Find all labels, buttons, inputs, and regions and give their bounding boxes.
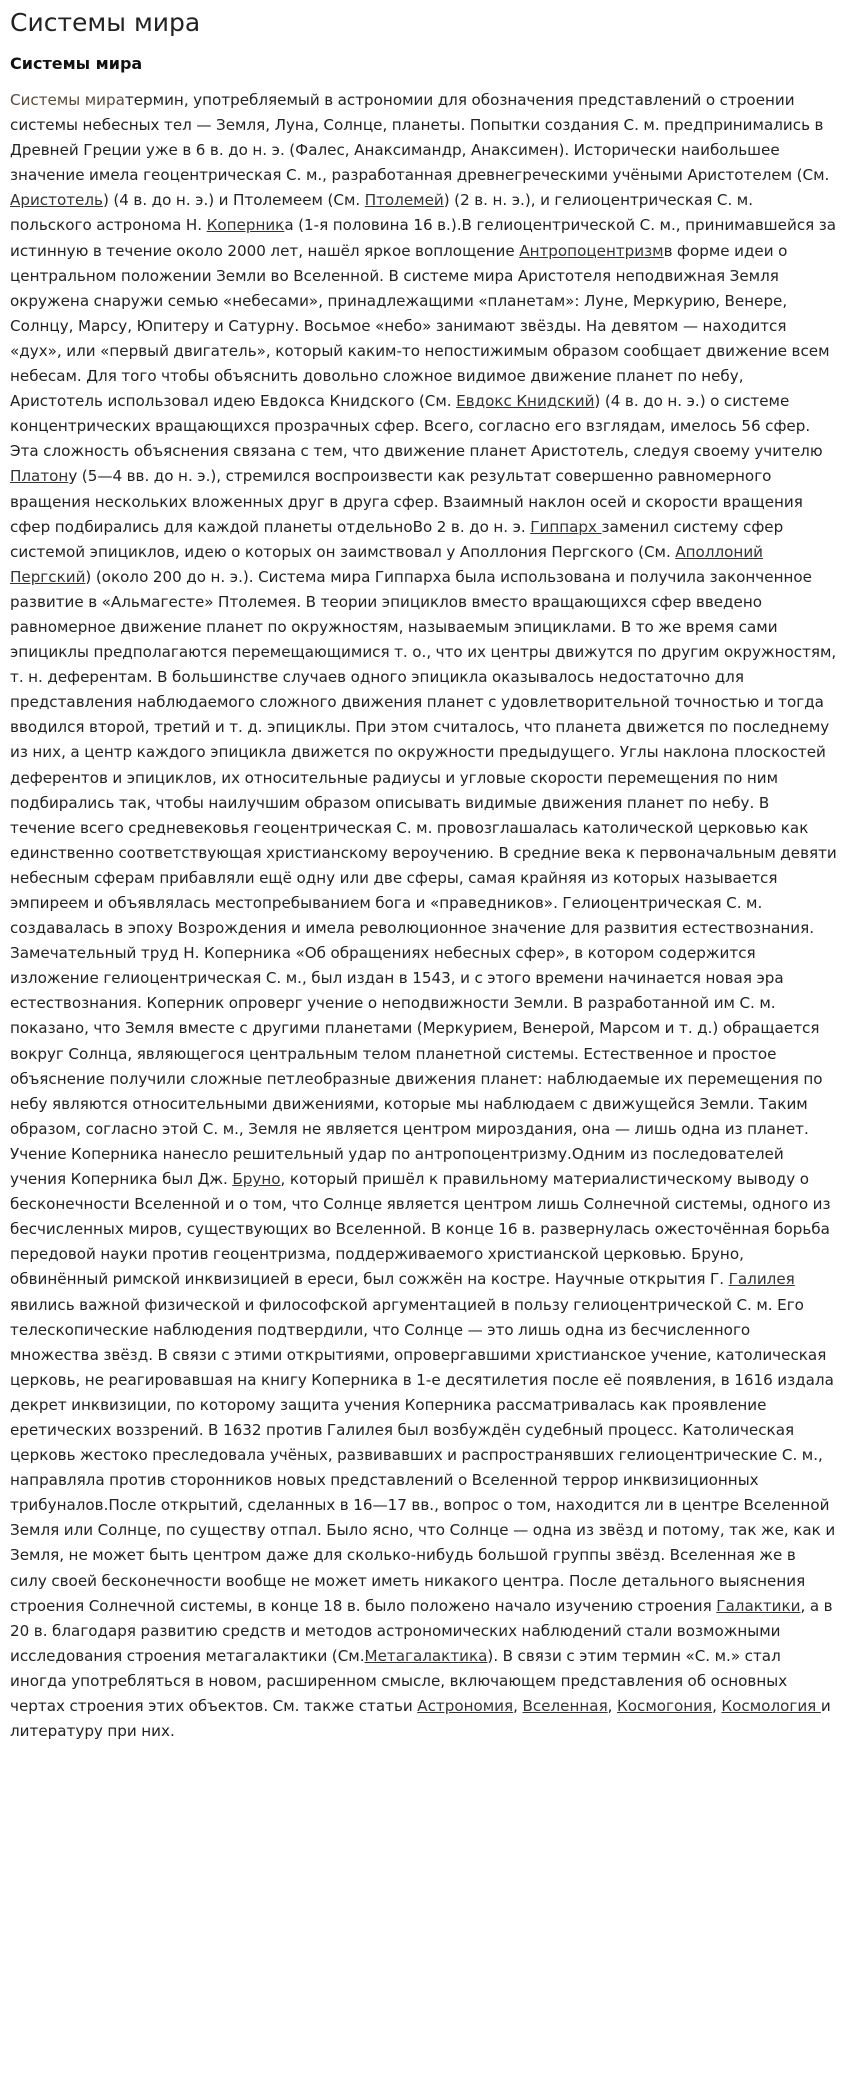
lead-term: Системы мира bbox=[10, 91, 125, 109]
separator: , bbox=[607, 1697, 617, 1715]
link-copernicus[interactable]: Коперник bbox=[206, 216, 285, 235]
page-title: Системы мира bbox=[10, 8, 201, 37]
link-plato[interactable]: Платон bbox=[10, 467, 69, 486]
text-segment: заменил систему сфер системой эпициклов, идею о которых он заимствовал у Аполлония Пергского (См. bbox=[10, 517, 784, 561]
link-universe[interactable]: Вселенная bbox=[522, 1697, 608, 1715]
text-segment: термин, употребляемый в астрономии для обозначения представлений о строении системы небесных тел — Земля, Луна, Солнце, планеты. Попытки создания С. м. предпринимались в Древней Греции уже в 6 в. до н. э. (Фалес, Анаксимандр, Анаксимен). Исторически наибольшее значение имела геоцентрическая С. м., разработанная древнегреческими учёными Аристотелем (См. bbox=[10, 91, 830, 185]
link-eudoxus[interactable]: Евдокс Книдский bbox=[456, 392, 595, 411]
link-galaxy[interactable]: Галактики bbox=[716, 1596, 801, 1615]
text-segment: а (1-я половина 16 в.).В гелиоцентрической С. м., принимавшейся за истинную в течение около 2000 лет, нашёл яркое воплощение bbox=[10, 216, 837, 260]
text-segment: ) (4 в. до н. э.) о системе концентрических вращающихся прозрачных сфер. Всего, согласно его взглядам, имелось 56 сфер. Эта сложность объяснения связана с тем, что движение планет Аристотель, следуя своему учителю bbox=[10, 392, 823, 461]
link-cosmology[interactable]: Космология bbox=[721, 1697, 821, 1715]
link-astronomy[interactable]: Астрономия bbox=[417, 1697, 514, 1715]
link-anthropocentrism[interactable]: Антропоцентризм bbox=[519, 241, 664, 260]
text-segment: у (5—4 вв. до н. э.), стремился воспроизвести как результат совершенно равномерного вращения нескольких вложенных друг в друга сфер. Взаимный наклон осей и скорости вращения сфер подбирались для каждой планеты отдельноВо 2 в. до н. э. bbox=[10, 467, 803, 536]
text-segment: в форме идеи о центральном положении Земли во Вселенной. В системе мира Аристотеля неподвижная Земля окружена снаружи семью «небесами», принадлежащими «планетам»: Луне, Меркурию, Венере, Солнцу, Марсу, Юпитеру и Сатурну. Восьмое «небо» занимают звёзды. На девятом — находится «дух», или «первый двигатель», который каким-то непостижимым образом сообщает движение всем небесам. Для того чтобы объяснить довольно сложное видимое движение планет по небу, Аристотель использовал идею Евдокса Книдского (См. bbox=[10, 241, 830, 411]
link-hipparchus[interactable]: Гиппарх bbox=[530, 517, 602, 536]
link-apollonius[interactable]: Аполлоний Пергский bbox=[10, 542, 764, 586]
link-galileo[interactable]: Галилея bbox=[728, 1270, 795, 1289]
link-metagalaxy[interactable]: Метагалактика bbox=[364, 1646, 488, 1665]
text-segment: ) (2 в. н. э.), и гелиоцентрическая С. м. польского астронома Н. bbox=[10, 191, 754, 235]
text-segment: , а в 20 в. благодаря развитию средств и методов астрономических наблюдений стали возможными исследования строения метагалактики (См. bbox=[10, 1596, 833, 1665]
text-segment: , который пришёл к правильному материалистическому выводу о бесконечности Вселенной и о том, что Солнце является центром лишь Солнечной системы, одного из бесчисленных миров, существующих во Вселенной. В конце 16 в. развернулась ожесточённая борьба передовой науки против геоцентризма, поддерживаемого христианской церковью. Бруно, обвинённый римской инквизицией в ереси, был сожжён на костре. Научные открытия Г. bbox=[10, 1170, 831, 1289]
link-bruno[interactable]: Бруно bbox=[232, 1170, 281, 1189]
link-cosmogony[interactable]: Космогония bbox=[617, 1697, 713, 1715]
article-body bbox=[10, 54, 837, 1744]
text-segment: ) (4 в. до н. э.) и Птолемеем (См. bbox=[102, 191, 365, 210]
link-aristotle[interactable]: Аристотель bbox=[10, 191, 103, 210]
text-segment: явились важной физической и философской аргументацией в пользу гелиоцентрической С. м. Его телескопические наблюдения подтвердили, что Солнце — это лишь одна из бесчисленного множества звёзд. В связи с этими открытиями, опровергавшими христианское учение, католическая церковь, не реагировавшая на книгу Коперника в 1-е десятилетия после её появления, в 1616 издала декрет инквизиции, по которому защита учения Коперника рассматривалась как проявление еретических воззрений. В 1632 против Галилея был возбуждён судебный процесс. Католическая церковь жестоко преследовала учёных, развивавших и распространявших гелиоцентрические С. м., направляла против сторонников новых представлений о Вселенной террор инквизиционных трибуналов.После открытий, сделанных в 16—17 вв., вопрос о том, находится ли в центре Вселенной Земля или Солнце, по существу отпал. Было ясно, что Солнце — одна из звёзд и потому, так же, как и Земля, не может быть центром даже для сколько-нибудь большой группы звёзд. Вселенная же в силу своей бесконечности вообще не может иметь никакого центра. После детального выяснения строения Солнечной системы, в конце 18 в. было положено начало изучению строения bbox=[10, 1295, 836, 1615]
article-heading: Системы мира bbox=[10, 54, 143, 73]
separator: , bbox=[712, 1697, 722, 1715]
text-segment: ). В связи с этим термин «С. м.» стал иногда употребляться в новом, расширенном смысле, включающем представления об основных чертах строения этих объектов. См. также статьи bbox=[10, 1646, 788, 1715]
link-ptolemy[interactable]: Птолемей bbox=[364, 191, 444, 210]
article-text bbox=[10, 88, 837, 1744]
text-segment: и литературу при них. bbox=[10, 1697, 831, 1741]
text-segment: ) (около 200 до н. э.). Система мира Гиппарха была использована и получила законченное развитие в «Альмагесте» Птолемея. В теории эпициклов вместо вращающихся сфер введено равномерное движение планет по окружностям, называемым эпициклами. В то же время сами эпициклы предполагаются перемещающимися т. о., что их центры движутся по другим окружностям, т. н. деферентам. В большинстве случаев одного эпицикла оказывалось недостаточно для представления наблюдаемого сложного движения планет с удовлетворительной точностью и тогда вводился второй, третий и т. д. эпициклы. При этом считалось, что планета движется по последнему из них, а центр каждого эпицикла движется по окружности предыдущего. Углы наклона плоскостей деферентов и эпициклов, их относительные радиусы и угловые скорости перемещения по ним подбирались так, чтобы наилучшим образом описывать видимые движения планет по небу. В течение всего средневековья геоцентрическая С. м. провозглашалась католической церковью как единственно соответствующая христианскому вероучению. В средние века к первоначальным девяти небесным сферам прибавляли ещё одну или две сферы, самая крайняя из которых называется эмпиреем и объявлялась местопребыванием бога и «праведников». Гелиоцентрическая С. м. создавалась в эпоху Возрождения и имела революционное значение для развития естествознания. Замечательный труд Н. Коперника «Об обращениях небесных сфер», в котором содержится изложение гелиоцентрическая С. м., был издан в 1543, и с этого времени начинается новая эра естествознания. Коперник опроверг учение о неподвижности Земли. В разработанной им С. м. показано, что Земля вместе с другими планетами (Меркурием, Венерой, Марсом и т. д.) обращается вокруг Солнца, являющегося центральным телом планетной системы. Естественное и простое объяснение получили сложные петлеобразные движения планет: наблюдаемые их перемещения по небу являются относительными движениями, которые мы наблюдаем с движущейся Земли. Таким образом, согласно этой С. м., Земля не является центром мироздания, она — лишь одна из планет. Учение Коперника нанесло решительный удар по антропоцентризму.Одним из последователей учения Коперника был Дж. bbox=[10, 567, 837, 1189]
separator: , bbox=[513, 1697, 523, 1715]
